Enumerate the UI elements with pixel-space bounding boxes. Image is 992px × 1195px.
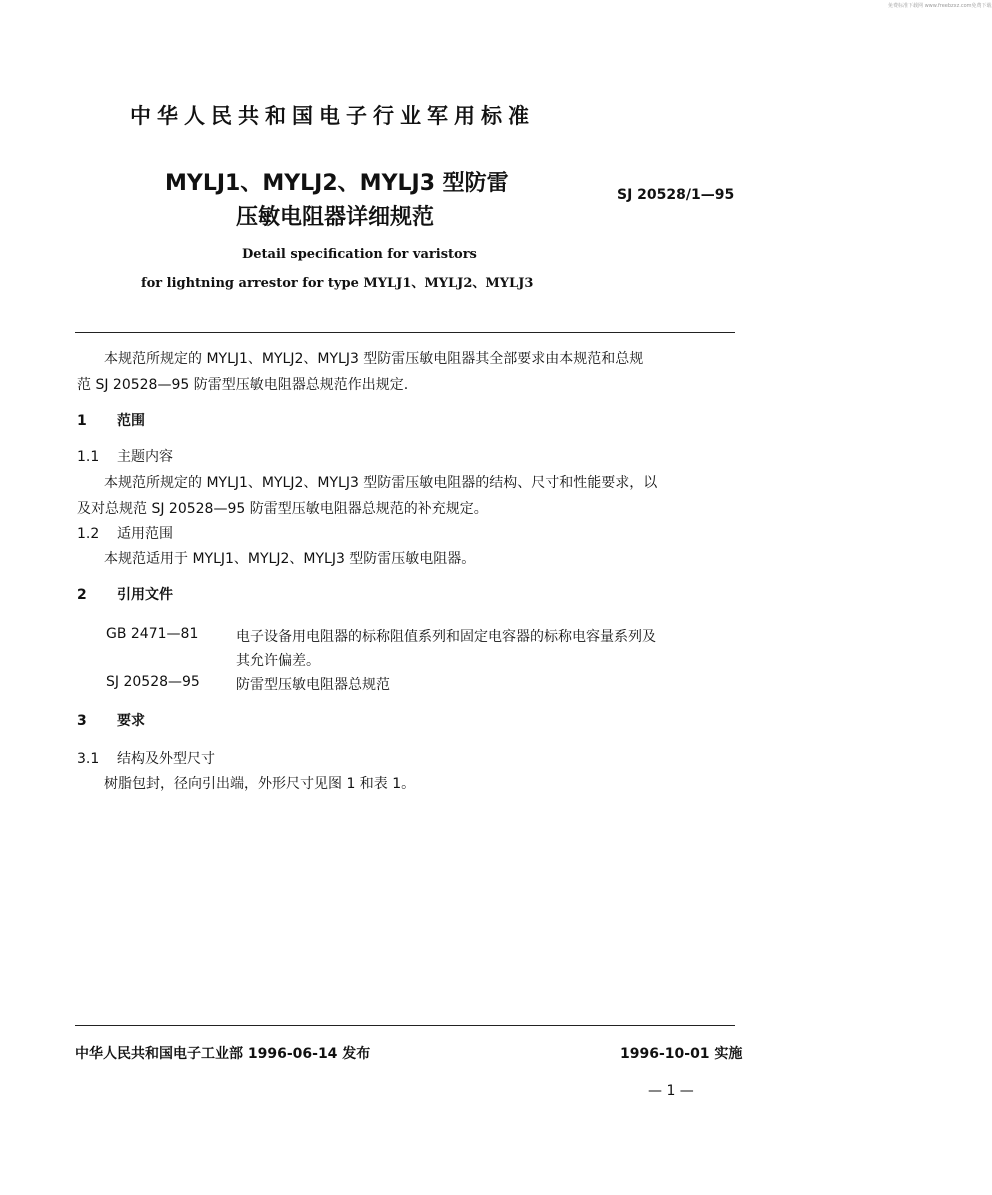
section-title: 适用范围 [117, 526, 173, 542]
section-1-1-line1: 本规范所规定的 MYLJ1、MYLJ2、MYLJ3 型防雷压敏电阻器的结构、尺寸和性能要求，以 [104, 475, 658, 491]
section-title: 要求 [117, 713, 145, 729]
section-3-1-line1: 树脂包封，径向引出端，外形尺寸见图 1 和表 1。 [104, 776, 416, 792]
section-title: 结构及外型尺寸 [117, 751, 215, 767]
section-3-1-heading [77, 748, 215, 768]
reference-code: GB 2471—81 [106, 626, 199, 642]
issue-info: 中华人民共和国电子工业部 1996-06-14 发布 [75, 1046, 371, 1062]
watermark: 免费标准下载网 www.freebzxz.com免费下载 [888, 3, 992, 9]
page-number: — 1 — [648, 1083, 694, 1099]
section-number: 3.1 [77, 751, 100, 767]
reference-code: SJ 20528—95 [106, 674, 200, 690]
section-title: 引用文件 [117, 587, 173, 603]
standard-code: SJ 20528/1—95 [617, 187, 735, 203]
section-1-1-line2: 及对总规范 SJ 20528—95 防雷型压敏电阻器总规范的补充规定。 [77, 501, 488, 517]
effective-date: 1996-10-01 实施 [620, 1046, 743, 1062]
reference-title-line1: 电子设备用电阻器的标称阻值系列和固定电容器的标称电容量系列及 [236, 629, 656, 645]
section-number: 2 [77, 587, 87, 603]
section-1-1-heading [77, 446, 173, 466]
section-1-heading [77, 410, 145, 430]
section-3-heading [77, 710, 145, 730]
english-title-line1: Detail specification for varistors [242, 247, 477, 262]
reference-title-line1: 防雷型压敏电阻器总规范 [236, 677, 390, 693]
section-title: 主题内容 [117, 449, 173, 465]
reference-title-line2: 其允许偏差。 [236, 653, 320, 669]
section-1-2-line1: 本规范适用于 MYLJ1、MYLJ2、MYLJ3 型防雷压敏电阻器。 [104, 551, 476, 567]
doc-title-line1: MYLJ1、MYLJ2、MYLJ3 型防雷 [165, 171, 509, 196]
standard-header: 中华人民共和国电子行业军用标准 [130, 104, 535, 128]
section-title: 范围 [117, 413, 145, 429]
section-number: 1 [77, 413, 87, 429]
section-number: 1.1 [77, 449, 100, 465]
bottom-rule [75, 1025, 735, 1026]
top-rule [75, 332, 735, 333]
intro-line2: 范 SJ 20528—95 防雷型压敏电阻器总规范作出规定. [77, 377, 409, 393]
section-2-heading [77, 584, 173, 604]
english-title-line2: for lightning arrestor for type MYLJ1、MYLJ2、MYLJ3 [141, 276, 534, 291]
doc-title-line2: 压敏电阻器详细规范 [236, 205, 435, 230]
intro-line1: 本规范所规定的 MYLJ1、MYLJ2、MYLJ3 型防雷压敏电阻器其全部要求由本规范和总规 [104, 351, 644, 367]
section-number: 1.2 [77, 526, 100, 542]
section-number: 3 [77, 713, 87, 729]
section-1-2-heading [77, 523, 173, 543]
